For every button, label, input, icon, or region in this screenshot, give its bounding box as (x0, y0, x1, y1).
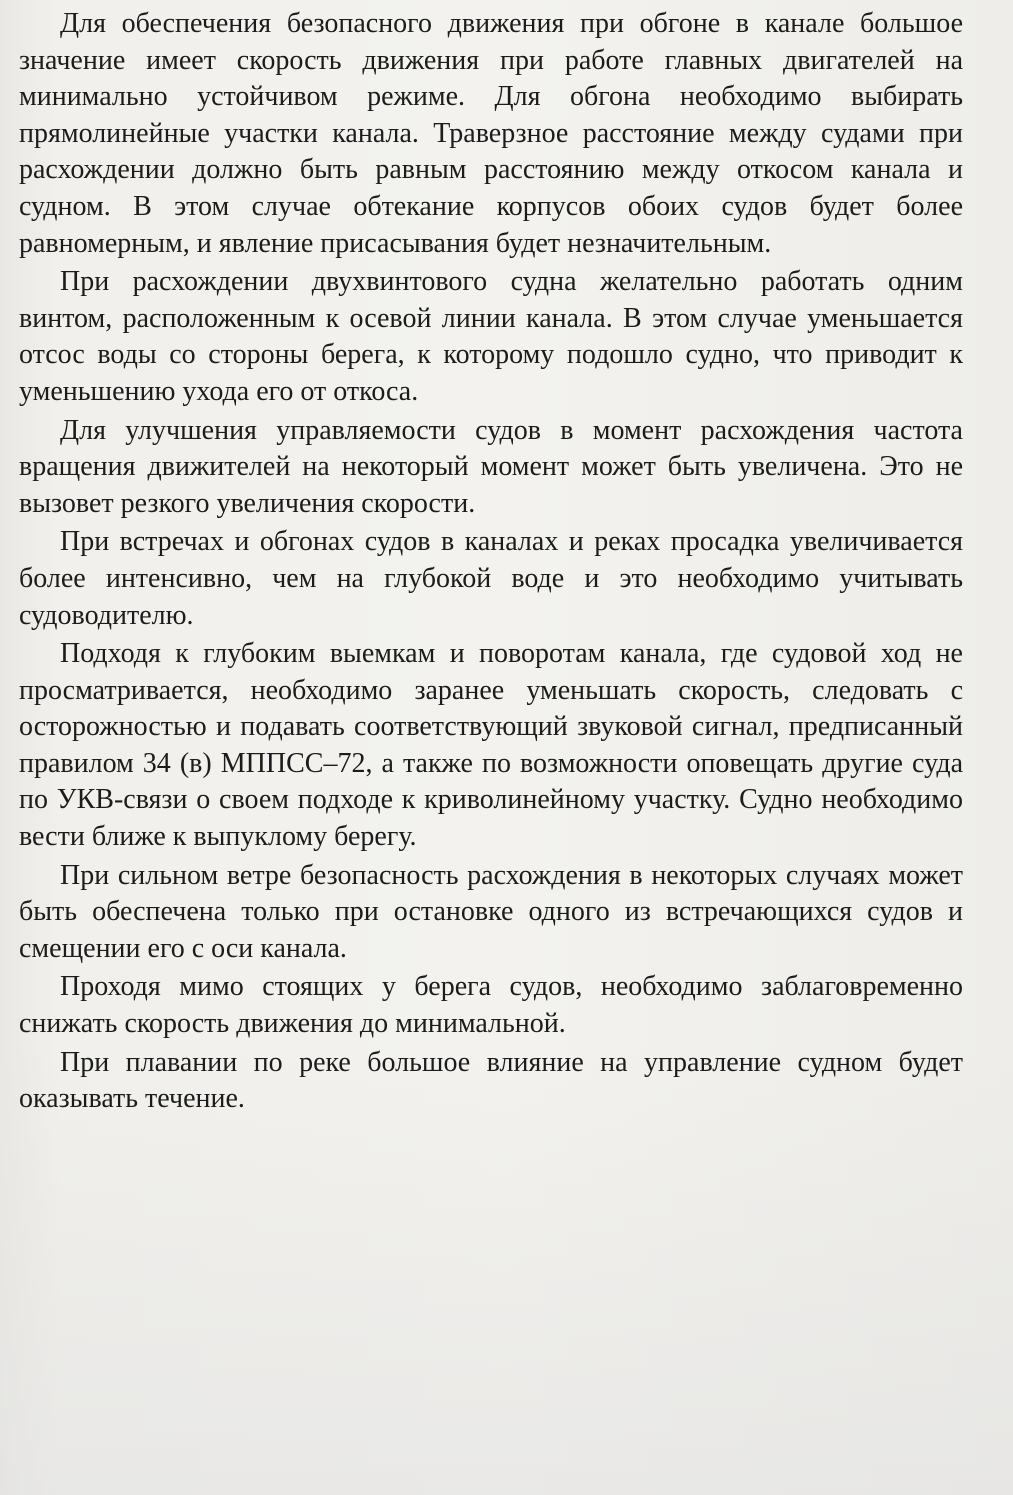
paragraph-strong-wind: При сильном ветре безопасность расхождения в некоторых случаях может быть обеспечена только при остановке одного из встречающихся судов и смещении его с оси канала. (19, 859, 963, 964)
paragraph-river-current: При плавании по реке большое влияние на управление судном будет оказывать течение. (19, 1046, 963, 1115)
paragraph-bends-and-cuttings: Подходя к глубоким выемкам и поворотам канала, где судовой ход не просматривается, необходимо заранее уменьшать скорость, следовать с осторожностью и подавать соответствующий звуковой сигнал, предписанный правилом 34 (в) МППСС–72, а также по возможности оповещать другие суда по УКВ-связи о своем подходе к криволинейному участку. Судно необходимо вести ближе к выпуклому берегу. (19, 638, 963, 853)
page-body-text (19, 6, 963, 1120)
paragraph-squat: При встречах и обгонах судов в каналах и реках просадка увеличивается более интенсивно, чем на глубокой воде и это необходимо учитывать судоводителю. (19, 526, 963, 631)
paragraph-moored-vessels: Проходя мимо стоящих у берега судов, необходимо заблаговременно снижать скорость движения до минимальной. (19, 971, 963, 1040)
paragraph-twin-screw-passing: При расхождении двухвинтового судна желательно работать одним винтом, расположенным к осевой линии канала. В этом случае уменьшается отсос воды со стороны берега, к которому подошло судно, что приводит к уменьшению ухода его от откоса. (19, 266, 963, 407)
paragraph-overtaking-in-canal: Для обеспечения безопасного движения при обгоне в канале большое значение имеет скорость движения при работе главных двигателей на минимально устойчивом режиме. Для обгона необходимо выбирать прямолинейные участки канала. Траверзное расстояние между судами при расхождении должно быть равным расстоянию между откосом канала и судном. В этом случае обтекание корпусов обоих судов будет более равномерным, и явление присасывания будет незначительным. (19, 8, 963, 259)
paragraph-manoeuvrability: Для улучшения управляемости судов в момент расхождения частота вращения движителей на некоторый момент может быть увеличена. Это не вызовет резкого увеличения скорости. (19, 414, 963, 519)
